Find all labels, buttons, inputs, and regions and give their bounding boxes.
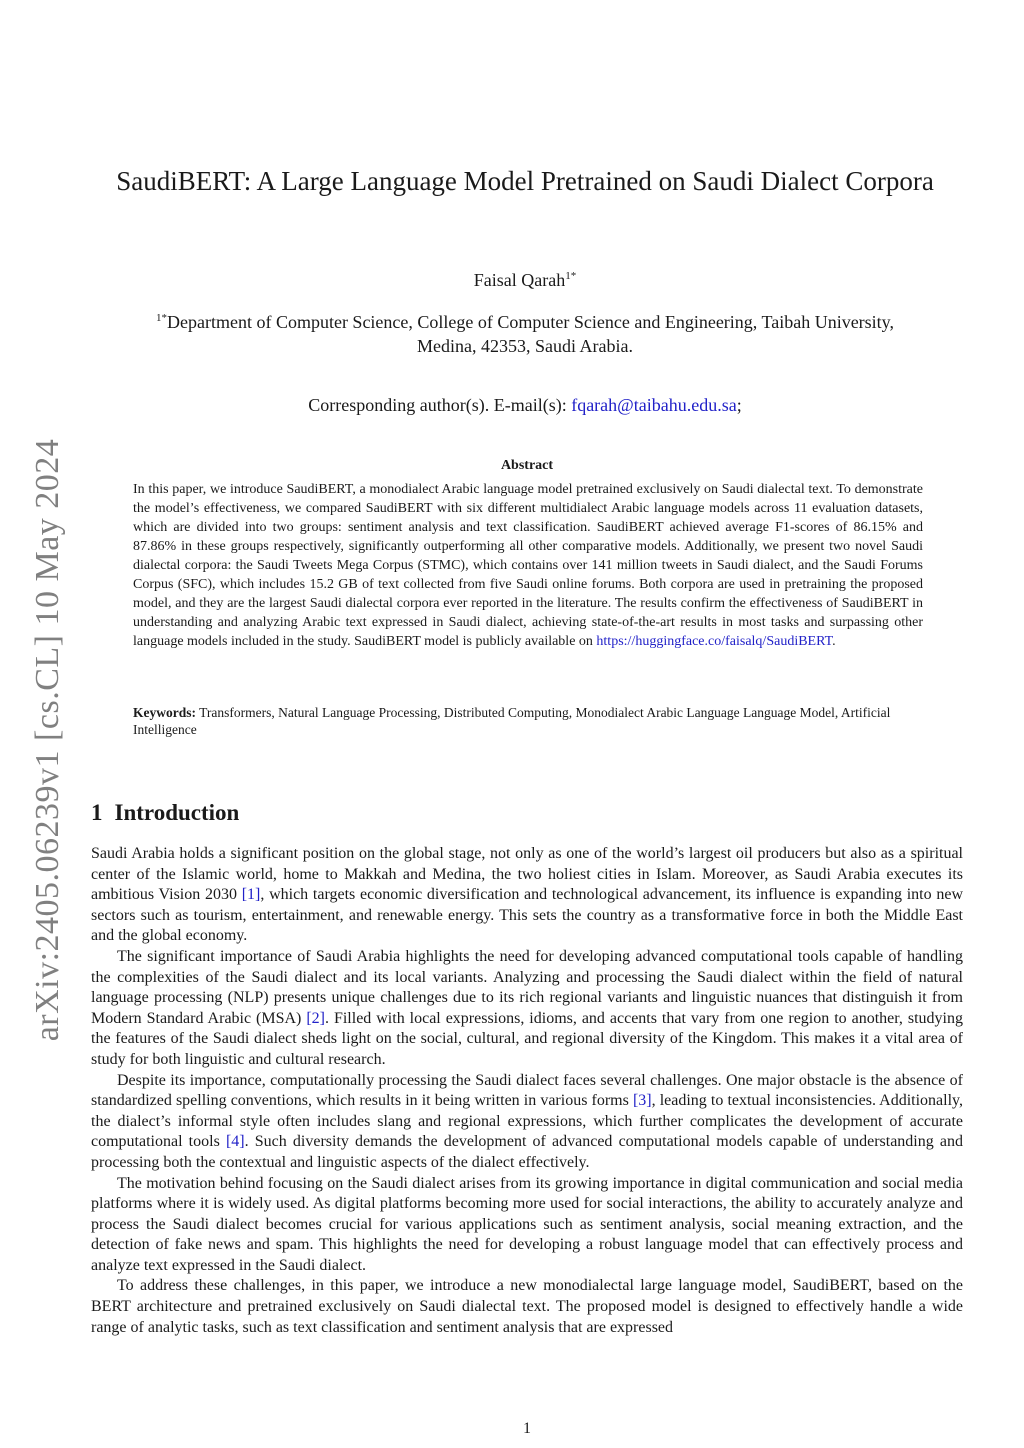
- paragraph-3: [91, 1071, 963, 1174]
- author-name: Faisal Qarah: [473, 270, 566, 290]
- paragraph-3-text-c: . Such diversity demands the development of advanced computational models capable of understanding and processing both the contextual and linguistic aspects of the dialect effectively.: [91, 1133, 964, 1171]
- paper-title: SaudiBERT: A Large Language Model Pretrained on Saudi Dialect Corpora: [116, 166, 934, 196]
- paragraph-1-text-a: Saudi Arabia holds a significant position on the global stage, not only as one of the world’s largest oil producers but also as a spiritual center of the Islamic world, home to Makkah and Medina, the two holiest cities in Islam. Moreover, as Saudi Arabia executes its ambitious Vision 2030: [91, 845, 963, 904]
- paragraph-1-text-b: , which targets economic diversification and technological advancement, its influence is expanding into new sectors such as tourism, entertainment, and renewable energy. This sets the country as a transformative force in both the Middle East and the global economy.: [91, 886, 964, 945]
- author-line: [0, 270, 1024, 291]
- correspondence-suffix: ;: [736, 395, 742, 415]
- paragraph-3-text-b: , leading to textual inconsistencies. Additionally, the dialect’s informal style often includes slang and regional expressions, which further complicates the development of accurate computational tools: [91, 1092, 963, 1151]
- section-number: 1: [91, 800, 103, 825]
- introduction-body: [91, 844, 963, 1338]
- correspondence-line: [0, 395, 1024, 416]
- citation-2[interactable]: [2]: [306, 1009, 325, 1027]
- abstract-end: .: [832, 634, 836, 649]
- section-heading: [91, 800, 239, 826]
- abstract-body: [133, 480, 923, 651]
- author-superscript: 1*: [565, 270, 577, 282]
- citation-1[interactable]: [1]: [241, 886, 261, 904]
- page-number: 1: [523, 1420, 531, 1437]
- paragraph-2-text-b: . Filled with local expressions, idioms, and accents that vary from one region to another, studying the features of the Saudi dialect sheds light on the social, cultural, and regional diversity of the Kingdom. This makes it a vital area of study for both linguistic and cultural research.: [91, 1009, 964, 1068]
- affiliation: [140, 306, 910, 358]
- abstract-text: In this paper, we introduce SaudiBERT, a monodialect Arabic language model pretrained exclusively on Saudi dialectal text. To demonstrate the model’s effectiveness, we compared SaudiBERT with six different multidialect Arabic language models across 11 evaluation datasets, which are divided into two groups: sentiment analysis and text classification. SaudiBERT achieved average F1-scores of 86.15% and 87.86% in these groups respectively, significantly outperforming all other comparative models. Additionally, we present two novel Saudi dialectal corpora: the Saudi Tweets Mega Corpus (STMC), which contains over 141 million tweets in Saudi dialect, and the Saudi Forums Corpus (SFC), which includes 15.2 GB of text collected from five Saudi online forums. Both corpora are used in pretraining the proposed model, and they are the largest Saudi dialectal corpora ever reported in the literature. The results confirm the effectiveness of SaudiBERT in understanding and analyzing Arabic text expressed in Saudi dialect, achieving state-of-the-art results in most tasks and surpassing other language models included in the study. SaudiBERT model is publicly available on: [133, 482, 923, 649]
- keywords-text: Transformers, Natural Language Processing, Distributed Computing, Monodialect Arabic Language Language Model, Artificial Intelligence: [133, 705, 891, 737]
- section-title: Introduction: [114, 800, 240, 825]
- email-link[interactable]: fqarah@taibahu.edu.sa: [571, 395, 737, 415]
- paragraph-2: [91, 947, 963, 1071]
- abstract-heading: Abstract: [500, 458, 554, 473]
- paragraph-1: [91, 844, 963, 947]
- citation-3[interactable]: [3]: [632, 1092, 652, 1110]
- keywords-label: Keywords:: [133, 705, 196, 720]
- correspondence-label: Corresponding author(s). E-mail(s):: [308, 395, 572, 415]
- paragraph-2-text-a: The significant importance of Saudi Arabia highlights the need for developing advanced computational tools capable of handling the complexities of the Saudi dialect and its local variants. Analyzing and processing the Saudi dialect within the field of natural language processing (NLP) presents unique challenges due to its rich regional variants and linguistic nuances that distinguish it from Modern Standard Arabic (MSA): [91, 947, 963, 1027]
- citation-4[interactable]: [4]: [225, 1133, 245, 1151]
- paragraph-5: To address these challenges, in this paper, we introduce a new monodialectal large language model, SaudiBERT, based on the BERT architecture and pretrained exclusively on Saudi dialectal text. The proposed model is designed to effectively handle a wide range of analytic tasks, such as text classification and sentiment analysis that are expressed: [91, 1277, 963, 1336]
- affiliation-superscript: 1*: [155, 312, 167, 324]
- huggingface-link[interactable]: https://huggingface.co/faisalq/SaudiBERT: [596, 634, 833, 649]
- paragraph-3-text-a: Despite its importance, computationally processing the Saudi dialect faces several challenges. One major obstacle is the absence of standardized spelling conventions, which results in it being written in various forms: [91, 1071, 963, 1110]
- keywords: [133, 704, 923, 738]
- affiliation-text: Department of Computer Science, College of Computer Science and Engineering, Taibah University, Medina, 42353, Saudi Arabia.: [166, 312, 895, 356]
- paragraph-4: The motivation behind focusing on the Saudi dialect arises from its growing importance in digital communication and social media platforms where it is widely used. As digital platforms becoming more used for social interactions, the ability to accurately analyze and process the Saudi dialect becomes crucial for various applications such as sentiment analysis, social meaning extraction, and the detection of fake news and spam. This highlights the need for developing a robust language model that can effectively process and analyze text expressed in the Saudi dialect.: [91, 1174, 963, 1274]
- arxiv-identifier-stamp: arXiv:2405.06239v1 [cs.CL] 10 May 2024: [29, 438, 66, 1042]
